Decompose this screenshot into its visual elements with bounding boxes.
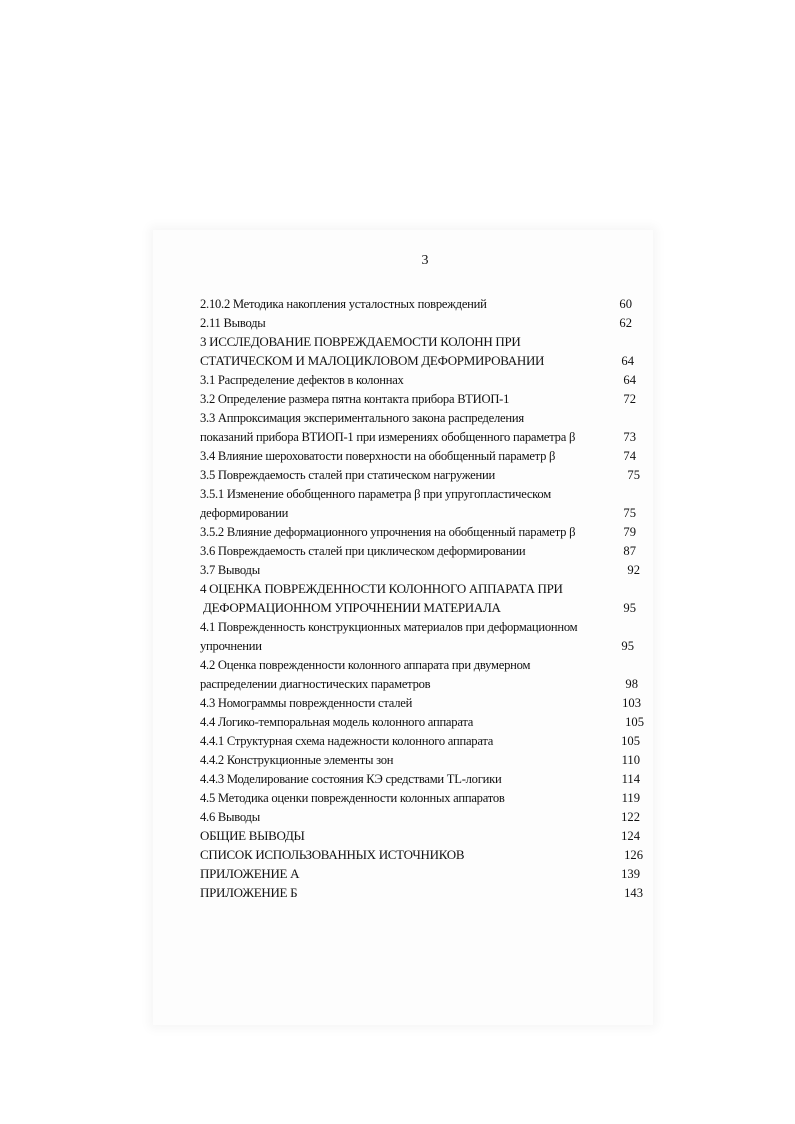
- toc-entry-text: 3.7 Выводы: [200, 563, 260, 577]
- toc-entry-page: 143: [624, 886, 643, 900]
- toc-entry-text: 3.1 Распределение дефектов в колоннах: [200, 373, 404, 387]
- toc-entry-page: 75: [623, 506, 636, 520]
- toc-entry-text: СПИСОК ИСПОЛЬЗОВАННЫХ ИСТОЧНИКОВ: [200, 847, 465, 862]
- toc-entry-page: 110: [621, 753, 640, 767]
- toc-entry-text: 3.5.1 Изменение обобщенного параметра β при упругопластическом: [200, 487, 551, 501]
- toc-entry-page: 95: [621, 639, 634, 653]
- toc-entry-page: 74: [623, 449, 636, 463]
- toc-entry-text: 3.5.2 Влияние деформационного упрочнения на обобщенный параметр β: [200, 525, 576, 539]
- toc-entry-page: 73: [623, 430, 636, 444]
- toc-entry-text: упрочнении: [200, 639, 262, 653]
- toc-entry-text: 4.4.1 Структурная схема надежности колонного аппарата: [200, 734, 494, 748]
- toc-entry-page: 119: [621, 791, 640, 805]
- toc-entry-text: 3.3 Аппроксимация экспериментального закона распределения: [200, 411, 524, 425]
- toc-entry-text: 4.1 Поврежденность конструкционных материалов при деформационном: [200, 620, 578, 634]
- toc-entry-page: 114: [621, 772, 640, 786]
- toc-entry-text: ДЕФОРМАЦИОННОМ УПРОЧНЕНИИ МАТЕРИАЛА: [203, 600, 501, 615]
- toc-entry-page: 122: [621, 810, 640, 824]
- toc-entry-text: 3.2 Определение размера пятна контакта прибора ВТИОП-1: [200, 392, 510, 406]
- toc-entry-text: показаний прибора ВТИОП-1 при измерениях обобщенного параметра β: [200, 430, 576, 444]
- toc-entry-text: ОБЩИЕ ВЫВОДЫ: [200, 828, 305, 843]
- toc-entry-text: распределении диагностических параметров: [200, 677, 431, 691]
- toc-entry-text: 4.3 Номограммы поврежденности сталей: [200, 696, 413, 710]
- toc-entry-text: 4.6 Выводы: [200, 810, 260, 824]
- toc-entry-text: 3.6 Повреждаемость сталей при циклическом деформировании: [200, 544, 526, 558]
- toc-entry-text: ПРИЛОЖЕНИЕ Б: [200, 885, 298, 900]
- toc-entry-text: ПРИЛОЖЕНИЕ А: [200, 866, 300, 881]
- toc-entry-text: 4 ОЦЕНКА ПОВРЕЖДЕННОСТИ КОЛОННОГО АППАРАТА ПРИ: [200, 581, 563, 596]
- toc-entry-page: 72: [623, 392, 636, 406]
- toc-entry-text: СТАТИЧЕСКОМ И МАЛОЦИКЛОВОМ ДЕФОРМИРОВАНИИ: [200, 353, 545, 368]
- toc-entry-text: 2.11 Выводы: [200, 316, 266, 330]
- toc-entry-text: 4.4.2 Конструкционные элементы зон: [200, 753, 394, 767]
- toc-entry-page: 64: [621, 354, 634, 368]
- toc-entry-text: 3.5 Повреждаемость сталей при статическом нагружении: [200, 468, 495, 482]
- toc-entry-page: 98: [625, 677, 638, 691]
- toc-entry-page: 87: [623, 544, 636, 558]
- toc-entry-page: 139: [621, 867, 640, 881]
- toc-entry-page: 126: [624, 848, 643, 862]
- toc-entry-text: деформировании: [200, 506, 289, 520]
- toc-entry-page: 60: [619, 297, 632, 311]
- toc-entry-page: 105: [621, 734, 640, 748]
- toc-entry-page: 124: [621, 829, 640, 843]
- toc-entry-page: 105: [625, 715, 644, 729]
- toc-entry-text: 2.10.2 Методика накопления усталостных повреждений: [200, 297, 487, 311]
- toc-entry-page: 62: [619, 316, 632, 330]
- toc-entry-text: 4.2 Оценка поврежденности колонного аппарата при двумерном: [200, 658, 531, 672]
- toc-entry-text: 4.4 Логико-темпоральная модель колонного аппарата: [200, 715, 474, 729]
- toc-entry-page: 79: [623, 525, 636, 539]
- toc-entry-page: 95: [623, 601, 636, 615]
- toc-entry-page: 92: [627, 563, 640, 577]
- toc-entry-text: 4.5 Методика оценки поврежденности колонных аппаратов: [200, 791, 505, 805]
- toc-entry-text: 3.4 Влияние шероховатости поверхности на обобщенный параметр β: [200, 449, 556, 463]
- toc-entry-page: 75: [627, 468, 640, 482]
- toc-entry-text: 3 ИССЛЕДОВАНИЕ ПОВРЕЖДАЕМОСТИ КОЛОНН ПРИ: [200, 334, 521, 349]
- toc-entry-page: 103: [622, 696, 641, 710]
- page-number: 3: [421, 253, 429, 268]
- toc-entry-page: 64: [623, 373, 636, 387]
- toc-entry-text: 4.4.3 Моделирование состояния КЭ средствами TL-логики: [200, 772, 502, 786]
